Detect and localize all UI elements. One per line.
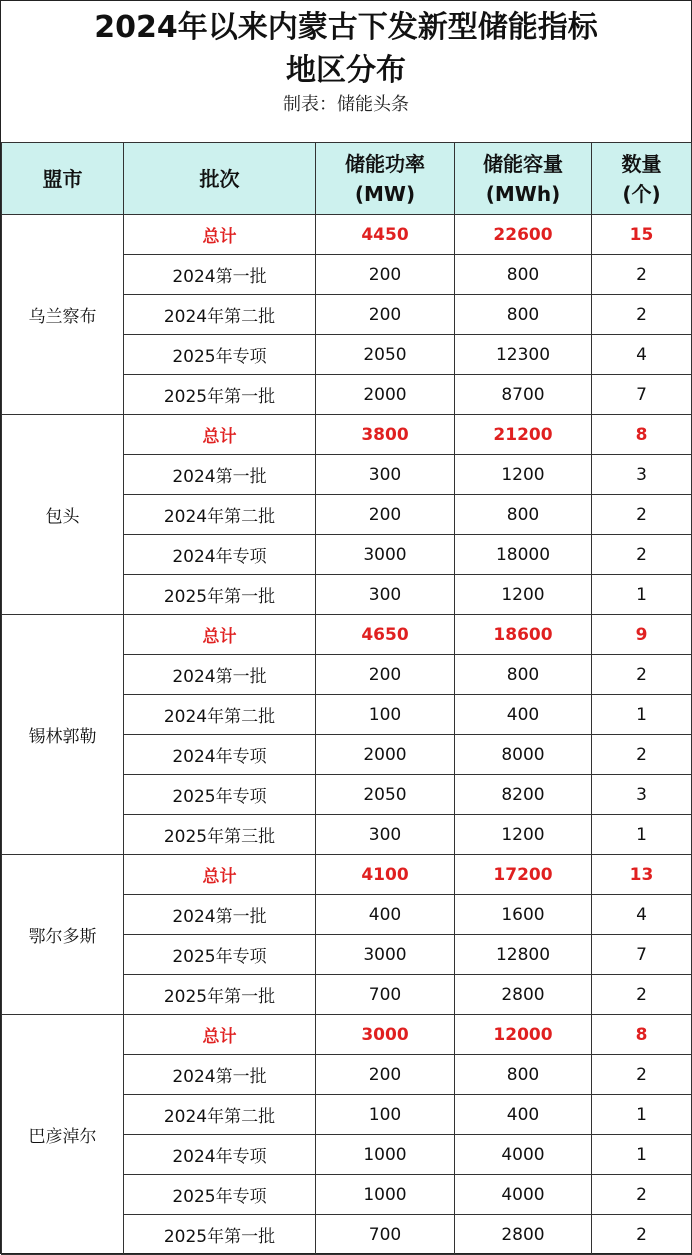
batch-cell: 2024第一批 bbox=[124, 895, 316, 935]
batch-cell: 2024第一批 bbox=[124, 455, 316, 495]
count-cell: 2 bbox=[592, 495, 692, 535]
header-region: 盟市 bbox=[2, 143, 124, 215]
capacity-cell: 22600 bbox=[455, 215, 592, 255]
capacity-cell: 17200 bbox=[455, 855, 592, 895]
capacity-cell: 800 bbox=[455, 255, 592, 295]
power-cell: 3000 bbox=[316, 535, 455, 575]
title-line-2: 地区分布 bbox=[286, 53, 406, 88]
power-cell: 400 bbox=[316, 895, 455, 935]
batch-cell: 2025年第三批 bbox=[124, 815, 316, 855]
subtitle: 制表：储能头条 bbox=[283, 94, 409, 115]
power-cell: 2000 bbox=[316, 735, 455, 775]
capacity-cell: 800 bbox=[455, 495, 592, 535]
header-capacity-line-2: (MWh) bbox=[485, 181, 561, 206]
batch-cell: 2025年专项 bbox=[124, 935, 316, 975]
count-cell: 2 bbox=[592, 655, 692, 695]
batch-cell: 2025年专项 bbox=[124, 335, 316, 375]
capacity-cell: 18600 bbox=[455, 615, 592, 655]
capacity-cell: 1600 bbox=[455, 895, 592, 935]
batch-cell: 2024年专项 bbox=[124, 1135, 316, 1175]
count-cell: 3 bbox=[592, 775, 692, 815]
power-cell: 200 bbox=[316, 495, 455, 535]
header-count-line-2: (个) bbox=[622, 181, 661, 206]
batch-cell: 总计 bbox=[124, 615, 316, 655]
capacity-cell: 1200 bbox=[455, 575, 592, 615]
batch-cell: 2024第一批 bbox=[124, 1055, 316, 1095]
count-cell: 8 bbox=[592, 1015, 692, 1055]
count-cell: 1 bbox=[592, 1095, 692, 1135]
header-power bbox=[316, 143, 455, 215]
power-cell: 1000 bbox=[316, 1135, 455, 1175]
batch-cell: 2025年专项 bbox=[124, 1175, 316, 1215]
region-cell: 锡林郭勒 bbox=[2, 615, 124, 855]
count-cell: 15 bbox=[592, 215, 692, 255]
power-cell: 200 bbox=[316, 655, 455, 695]
power-cell: 300 bbox=[316, 455, 455, 495]
table-row-total bbox=[2, 615, 692, 655]
power-cell: 4650 bbox=[316, 615, 455, 655]
region-cell: 鄂尔多斯 bbox=[2, 855, 124, 1015]
power-cell: 300 bbox=[316, 815, 455, 855]
count-cell: 2 bbox=[592, 295, 692, 335]
capacity-cell: 8000 bbox=[455, 735, 592, 775]
capacity-cell: 1200 bbox=[455, 815, 592, 855]
power-cell: 200 bbox=[316, 255, 455, 295]
count-cell: 2 bbox=[592, 1175, 692, 1215]
count-cell: 1 bbox=[592, 695, 692, 735]
capacity-cell: 800 bbox=[455, 1055, 592, 1095]
table-row-total bbox=[2, 415, 692, 455]
header-row bbox=[2, 143, 692, 215]
batch-cell: 总计 bbox=[124, 855, 316, 895]
count-cell: 1 bbox=[592, 815, 692, 855]
capacity-cell: 12300 bbox=[455, 335, 592, 375]
header-capacity-line-1: 储能容量 bbox=[483, 151, 563, 176]
batch-cell: 总计 bbox=[124, 1015, 316, 1055]
header-count bbox=[592, 143, 692, 215]
title-line-1: 2024年以来内蒙古下发新型储能指标 bbox=[94, 10, 598, 45]
batch-cell: 2025年第一批 bbox=[124, 1215, 316, 1255]
table-row-total bbox=[2, 855, 692, 895]
table-row-total bbox=[2, 1015, 692, 1055]
capacity-cell: 2800 bbox=[455, 975, 592, 1015]
power-cell: 3000 bbox=[316, 1015, 455, 1055]
count-cell: 4 bbox=[592, 335, 692, 375]
header-batch: 批次 bbox=[124, 143, 316, 215]
batch-cell: 2024第一批 bbox=[124, 255, 316, 295]
batch-cell: 2025年第一批 bbox=[124, 975, 316, 1015]
header-power-line-1: 储能功率 bbox=[345, 151, 425, 176]
count-cell: 1 bbox=[592, 1135, 692, 1175]
power-cell: 2000 bbox=[316, 375, 455, 415]
power-cell: 300 bbox=[316, 575, 455, 615]
count-cell: 2 bbox=[592, 975, 692, 1015]
count-cell: 13 bbox=[592, 855, 692, 895]
region-cell: 乌兰察布 bbox=[2, 215, 124, 415]
batch-cell: 2024年第二批 bbox=[124, 695, 316, 735]
capacity-cell: 18000 bbox=[455, 535, 592, 575]
batch-cell: 总计 bbox=[124, 415, 316, 455]
header-capacity bbox=[455, 143, 592, 215]
region-cell: 包头 bbox=[2, 415, 124, 615]
power-cell: 200 bbox=[316, 295, 455, 335]
capacity-cell: 1200 bbox=[455, 455, 592, 495]
count-cell: 8 bbox=[592, 415, 692, 455]
count-cell: 7 bbox=[592, 375, 692, 415]
power-cell: 700 bbox=[316, 975, 455, 1015]
storage-table bbox=[1, 142, 692, 1255]
count-cell: 4 bbox=[592, 895, 692, 935]
count-cell: 2 bbox=[592, 1055, 692, 1095]
count-cell: 7 bbox=[592, 935, 692, 975]
count-cell: 2 bbox=[592, 255, 692, 295]
count-cell: 2 bbox=[592, 1215, 692, 1255]
count-cell: 1 bbox=[592, 575, 692, 615]
capacity-cell: 8200 bbox=[455, 775, 592, 815]
region-cell: 巴彦淖尔 bbox=[2, 1015, 124, 1255]
power-cell: 2050 bbox=[316, 775, 455, 815]
power-cell: 3000 bbox=[316, 935, 455, 975]
batch-cell: 2024第一批 bbox=[124, 655, 316, 695]
batch-cell: 2024年第二批 bbox=[124, 495, 316, 535]
table-row-total bbox=[2, 215, 692, 255]
capacity-cell: 400 bbox=[455, 1095, 592, 1135]
capacity-cell: 4000 bbox=[455, 1175, 592, 1215]
capacity-cell: 8700 bbox=[455, 375, 592, 415]
count-cell: 2 bbox=[592, 735, 692, 775]
batch-cell: 2024年专项 bbox=[124, 535, 316, 575]
power-cell: 2050 bbox=[316, 335, 455, 375]
power-cell: 700 bbox=[316, 1215, 455, 1255]
table-body bbox=[2, 215, 692, 1255]
batch-cell: 2024年第二批 bbox=[124, 295, 316, 335]
capacity-cell: 800 bbox=[455, 295, 592, 335]
header-count-line-1: 数量 bbox=[621, 151, 662, 176]
power-cell: 100 bbox=[316, 1095, 455, 1135]
count-cell: 3 bbox=[592, 455, 692, 495]
capacity-cell: 800 bbox=[455, 655, 592, 695]
batch-cell: 总计 bbox=[124, 215, 316, 255]
capacity-cell: 2800 bbox=[455, 1215, 592, 1255]
batch-cell: 2024年专项 bbox=[124, 735, 316, 775]
batch-cell: 2025年第一批 bbox=[124, 375, 316, 415]
count-cell: 2 bbox=[592, 535, 692, 575]
page-title bbox=[1, 1, 691, 92]
capacity-cell: 12000 bbox=[455, 1015, 592, 1055]
header-power-line-2: (MW) bbox=[354, 181, 416, 206]
capacity-cell: 400 bbox=[455, 695, 592, 735]
batch-cell: 2024年第二批 bbox=[124, 1095, 316, 1135]
power-cell: 4100 bbox=[316, 855, 455, 895]
capacity-cell: 4000 bbox=[455, 1135, 592, 1175]
batch-cell: 2025年专项 bbox=[124, 775, 316, 815]
power-cell: 200 bbox=[316, 1055, 455, 1095]
count-cell: 9 bbox=[592, 615, 692, 655]
batch-cell: 2025年第一批 bbox=[124, 575, 316, 615]
power-cell: 1000 bbox=[316, 1175, 455, 1215]
power-cell: 100 bbox=[316, 695, 455, 735]
capacity-cell: 12800 bbox=[455, 935, 592, 975]
power-cell: 4450 bbox=[316, 215, 455, 255]
capacity-cell: 21200 bbox=[455, 415, 592, 455]
power-cell: 3800 bbox=[316, 415, 455, 455]
